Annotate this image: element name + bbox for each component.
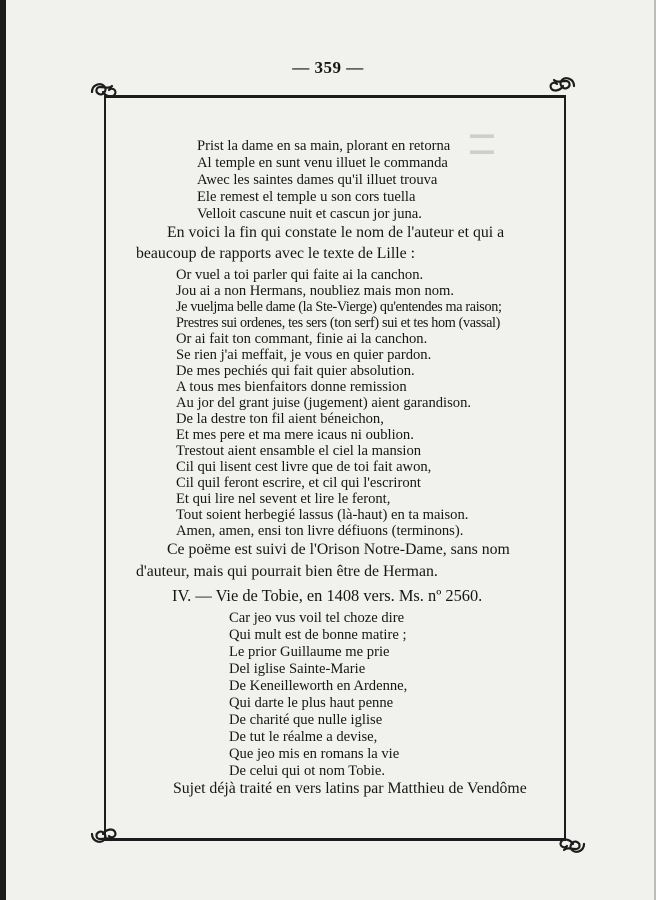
verse-line: De celui qui ot nom Tobie. bbox=[229, 763, 385, 779]
verse-line: Prist la dame en sa main, plorant en retorna bbox=[197, 138, 451, 154]
verse-line: Amen, amen, ensi ton livre défiuons (terminons). bbox=[176, 523, 464, 539]
verse-line: Del iglise Sainte-Marie bbox=[229, 661, 366, 677]
verse-line: Awec les saintes dames qu'il illuet trouva bbox=[197, 172, 438, 188]
verse-line: Se rien j'ai meffait, je vous en quier pardon. bbox=[176, 347, 432, 363]
ornament-top-left bbox=[86, 76, 120, 106]
prose-line: beaucoup de rapports avec le texte de Lille : bbox=[136, 245, 415, 262]
page-number: — 359 — bbox=[292, 58, 364, 77]
section-heading: IV. — Vie de Tobie, en 1408 vers. Ms. nº 2560. bbox=[172, 586, 483, 605]
ornament-bottom-left bbox=[86, 820, 120, 850]
ornament-top-right bbox=[546, 72, 580, 102]
verse-line: Au jor del grant juise (jugement) aient garandison. bbox=[176, 395, 472, 411]
verse-line: Jou ai a non Hermans, noubliez mais mon nom. bbox=[176, 283, 455, 299]
verse-line: Cil quil feront escrire, et cil qui l'escriront bbox=[176, 475, 421, 491]
verse-line: Qui darte le plus haut penne bbox=[229, 695, 394, 711]
verse-line: Velloit cascune nuit et cascun jor juna. bbox=[197, 206, 422, 222]
verse-line: Le prior Guillaume me prie bbox=[229, 644, 390, 660]
prose-line: d'auteur, mais qui pourrait bien être de Herman. bbox=[136, 563, 438, 580]
verse-line: Al temple en sunt venu illuet le commanda bbox=[197, 155, 448, 171]
verse-line: Or ai fait ton commant, finie ai la canchon. bbox=[176, 331, 428, 347]
closing-line: Sujet déjà traité en vers latins par Matthieu de Vendôme bbox=[173, 780, 527, 797]
prose-line: En voici la fin qui constate le nom de l'auteur et qui a bbox=[167, 224, 505, 241]
prose-line: Ce poëme est suivi de l'Orison Notre-Dame, sans nom bbox=[167, 541, 510, 558]
verse-line: Prestres sui ordenes, tes sers (ton serf) sui et tes hom (vassal) bbox=[176, 315, 500, 331]
verse-line: De mes pechiés qui fait quier absolution. bbox=[176, 363, 415, 379]
scroll-flourish-icon bbox=[546, 72, 580, 102]
verse-line: De tut le réalme a devise, bbox=[229, 729, 378, 745]
verse-line: Car jeo vus voil tel choze dire bbox=[229, 610, 405, 626]
scan-edge-left bbox=[0, 0, 6, 900]
verse-line: Trestout aient ensamble el ciel la mansion bbox=[176, 443, 422, 459]
verse-line: Ele remest el temple u son cors tuella bbox=[197, 189, 416, 205]
verse-line: A tous mes bienfaitors donne remission bbox=[176, 379, 407, 395]
verse-line: Qui mult est de bonne matire ; bbox=[229, 627, 407, 643]
verse-line: Je vueljma belle dame (la Ste-Vierge) qu'entendes ma raison; bbox=[176, 299, 502, 315]
verse-line: Et mes pere et ma mere icaus ni oublion. bbox=[176, 427, 414, 443]
verse-line: De la destre ton fil aient béneichon, bbox=[176, 411, 384, 427]
verse-line: Or vuel a toi parler qui faite ai la canchon. bbox=[176, 267, 424, 283]
verse-line: Et qui lire nel sevent et lire le feront, bbox=[176, 491, 391, 507]
ornament-bottom-right bbox=[556, 828, 590, 858]
scroll-flourish-icon bbox=[86, 820, 120, 850]
verse-line: Tout soient herbegié lassus (là-haut) en ta maison. bbox=[176, 507, 469, 523]
verse-line: De Keneilleworth en Ardenne, bbox=[229, 678, 408, 694]
scroll-flourish-icon bbox=[86, 76, 120, 106]
verse-line: Que jeo mis en romans la vie bbox=[229, 746, 400, 762]
show-through-bleed: ▬▬ ▬▬ bbox=[470, 127, 494, 157]
verse-line: Cil qui lisent cest livre que de toi fait awon, bbox=[176, 459, 432, 475]
verse-line: De charité que nulle iglise bbox=[229, 712, 383, 728]
scroll-flourish-icon bbox=[556, 828, 590, 858]
